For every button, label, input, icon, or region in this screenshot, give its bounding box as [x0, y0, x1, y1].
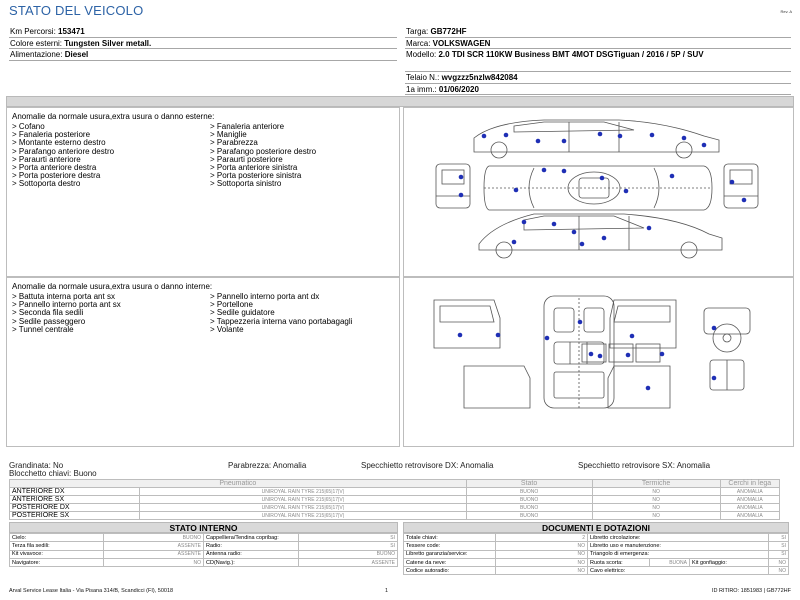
windshield-status: Parabrezza: Anomalia: [228, 461, 307, 470]
revision-label: Rev. A: [780, 9, 792, 14]
interior-car-diagram: [403, 277, 794, 447]
kv-label: Libretto garanzia/service:: [404, 550, 496, 558]
kv-value: SI: [769, 542, 789, 550]
brand-row: Marca: VOLKSWAGEN: [405, 38, 791, 50]
kv-label: Cielo:: [10, 534, 104, 542]
internal-anomalies-title: Anomalie da normale usura,extra usura o danno interne:: [12, 282, 213, 291]
list-item: > Porta posteriore destra: [12, 171, 101, 181]
hail-status: Grandinata: No: [9, 461, 64, 470]
documents-table: [403, 533, 789, 575]
tyre-model: UNIROYAL RAIN TYRE 215|65|17|V|: [140, 512, 467, 520]
kv-value: NO: [496, 558, 588, 566]
kv-value: ASSENTE: [104, 542, 204, 550]
header-tyre: Pneumatico: [10, 480, 467, 488]
external-anomalies-title: Anomalie da normale usura,extra usura o danno esterne:: [12, 112, 215, 121]
kv-value: NO: [496, 550, 588, 558]
list-item: > Volante: [210, 324, 244, 334]
external-list-a: [12, 123, 210, 189]
tyre-position: POSTERIORE SX: [10, 512, 140, 520]
mirror-sx-status: Specchietto retrovisore SX: Anomalia: [578, 461, 711, 470]
kv-label: Cappelliera/Tendina copribag:: [204, 534, 299, 542]
mirror-dx-status: Specchietto retrovisore DX: Anomalia: [361, 461, 494, 470]
list-item: > Pannello interno porta ant sx: [12, 300, 121, 310]
kv-label: Tessere code:: [404, 542, 496, 550]
damage-markers: [459, 132, 747, 247]
internal-anomalies-panel: [6, 277, 400, 447]
tyre-winter: NO: [592, 488, 720, 496]
list-item: > Maniglie: [210, 130, 247, 140]
list-item: > Paraurti posteriore: [210, 154, 283, 164]
list-item: > Porta anteriore destra: [12, 163, 97, 173]
list-item: > Porta anteriore sinistra: [210, 163, 298, 173]
kv-label: Kit gonfiaggio:: [690, 558, 769, 566]
tyre-state: BUONO: [466, 488, 592, 496]
tyre-model: UNIROYAL RAIN TYRE 215|65|17|V|: [140, 504, 467, 512]
header-rims: Cerchi in lega: [720, 480, 779, 488]
table-row: [10, 504, 780, 512]
exterior-car-drawing: [404, 108, 793, 276]
tyres-table: [9, 479, 780, 520]
tyre-winter: NO: [592, 512, 720, 520]
table-row: [404, 567, 789, 575]
tyre-winter: NO: [592, 496, 720, 504]
kv-label: Cavo elettrico:: [588, 567, 769, 575]
internal-list-b: [210, 293, 390, 334]
tyre-position: ANTERIORE SX: [10, 496, 140, 504]
table-row: [10, 550, 398, 558]
color-row: Colore esterni: Tungsten Silver metall.: [9, 38, 397, 50]
kv-label: Kit vivavoce:: [10, 550, 104, 558]
kv-label: Terza fila sedili:: [10, 542, 104, 550]
vehicle-info-right: [405, 26, 791, 95]
tyre-position: ANTERIORE DX: [10, 488, 140, 496]
list-item: > Battuta interna porta ant sx: [12, 292, 115, 301]
kv-value: NO: [769, 567, 789, 575]
tyres-header-row: [10, 480, 780, 488]
vehicle-info-left: [9, 26, 397, 61]
key-lock-status: Blocchetto chiavi: Buono: [9, 469, 97, 478]
tyre-model: UNIROYAL RAIN TYRE 215|65|17|V|: [140, 496, 467, 504]
tyre-state: BUONO: [466, 504, 592, 512]
internal-list-a: [12, 293, 210, 334]
interior-state-table: [9, 533, 398, 567]
header-state: Stato: [466, 480, 592, 488]
kv-label: Totale chiavi:: [404, 534, 496, 542]
separator-bar: [6, 96, 794, 107]
kv-label: Ruota scorta:: [588, 558, 650, 566]
table-row: [10, 488, 780, 496]
kv-value: 2: [496, 534, 588, 542]
kv-label: Radio:: [204, 542, 299, 550]
list-item: > Parafango anteriore destro: [12, 146, 115, 156]
list-item: > Parabrezza: [210, 138, 258, 148]
external-anomalies-panel: [6, 107, 400, 277]
kv-value: BUONA: [650, 558, 690, 566]
tyre-model: UNIROYAL RAIN TYRE 215|65|17|V|: [140, 488, 467, 496]
kv-label: Codice autoradio:: [404, 567, 496, 575]
table-row: [10, 558, 398, 566]
kv-label: CD(Navig.):: [204, 558, 299, 566]
kv-value: ASSENTE: [299, 558, 398, 566]
table-row: [404, 542, 789, 550]
interior-state-heading: STATO INTERNO: [9, 522, 398, 533]
plate-row: Targa: GB772HF: [405, 26, 791, 38]
tyre-rims: ANOMALIA: [720, 504, 779, 512]
list-item: > Tappezzeria interna vano portabagagli: [210, 316, 353, 326]
vin-row: Telaio N.: wvgzzz5nzlw842084: [405, 72, 791, 84]
footer-page-number: 1: [385, 588, 389, 594]
table-row: [404, 550, 789, 558]
kv-label: Navigatore:: [10, 558, 104, 566]
kv-value: BUONO: [299, 550, 398, 558]
page-title: STATO DEL VEICOLO: [9, 3, 144, 18]
list-item: > Sottoporta destro: [12, 179, 81, 189]
list-item: > Seconda fila sedili: [12, 308, 84, 318]
list-item: > Sedile passeggero: [12, 316, 86, 326]
table-row: [10, 534, 398, 542]
list-item: > Cofano: [12, 122, 45, 131]
list-item: > Montante esterno destro: [12, 138, 106, 148]
tyre-state: BUONO: [466, 496, 592, 504]
header-winter: Termiche: [592, 480, 720, 488]
tyre-winter: NO: [592, 504, 720, 512]
list-item: > Porta posteriore sinistra: [210, 171, 302, 181]
external-list-b: [210, 123, 390, 189]
interior-car-drawing: [404, 278, 793, 446]
list-item: > Pannello interno porta ant dx: [210, 292, 320, 301]
kv-label: Libretto uso e manutenzione:: [588, 542, 769, 550]
list-item: > Fanaleria anteriore: [210, 122, 285, 131]
tyre-state: BUONO: [466, 512, 592, 520]
table-row: [10, 512, 780, 520]
kv-value: ASSENTE: [104, 550, 204, 558]
exterior-car-diagram: [403, 107, 794, 277]
documents-heading: DOCUMENTI E DOTAZIONI: [403, 522, 789, 533]
kv-value: NO: [496, 567, 588, 575]
kv-value: NO: [104, 558, 204, 566]
list-item: > Parafango posteriore destro: [210, 146, 317, 156]
table-row: [10, 496, 780, 504]
list-item: > Fanaleria posteriore: [12, 130, 91, 140]
fuel-row: Alimentazione: Diesel: [9, 49, 397, 61]
table-row: [404, 534, 789, 542]
kv-label: Libretto circolazione:: [588, 534, 769, 542]
kv-label: Catene da neve:: [404, 558, 496, 566]
kv-value: SI: [299, 534, 398, 542]
kv-value: NO: [769, 558, 789, 566]
kv-label: Antenna radio:: [204, 550, 299, 558]
kv-value: BUONO: [104, 534, 204, 542]
registration-row: 1a imm.: 01/06/2020: [405, 84, 791, 96]
tyre-rims: ANOMALIA: [720, 488, 779, 496]
kv-value: SI: [769, 550, 789, 558]
table-row: [10, 542, 398, 550]
model-row: Modello: 2.0 TDI SCR 110KW Business BMT 4MOT DSGTiguan / 2016 / 5P / SUV: [405, 49, 791, 72]
kv-value: SI: [769, 534, 789, 542]
list-item: > Tunnel centrale: [12, 324, 74, 334]
list-item: > Paraurti anteriore: [12, 154, 81, 164]
footer-pickup-id: ID RITIRO: 1851983 | GB772HF: [711, 588, 791, 594]
km-row: Km Percorsi: 153471: [9, 26, 397, 38]
kv-value: NO: [496, 542, 588, 550]
kv-label: Triangolo di emergenza:: [588, 550, 769, 558]
tyre-position: POSTERIORE DX: [10, 504, 140, 512]
list-item: > Portellone: [210, 300, 253, 310]
table-row: [404, 558, 789, 566]
tyre-rims: ANOMALIA: [720, 496, 779, 504]
list-item: > Sottoporta sinistro: [210, 179, 282, 189]
list-item: > Sedile guidatore: [210, 308, 275, 318]
tyre-rims: ANOMALIA: [720, 512, 779, 520]
kv-value: SI: [299, 542, 398, 550]
footer-company: Arval Service Lease Italia - Via Pisana 314/B, Scandicci (FI), 50018: [9, 588, 174, 594]
